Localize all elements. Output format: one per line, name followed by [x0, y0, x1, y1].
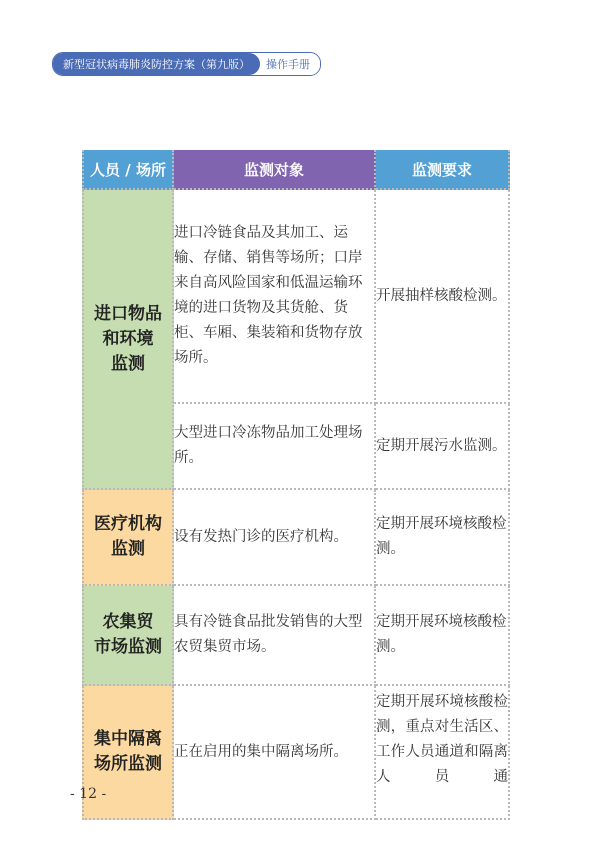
requirement-cell [376, 686, 510, 820]
header-title: 新型冠状病毒肺炎防控方案（第九版） [53, 53, 260, 75]
requirement-text: 定期开展环境核酸检测，重点对生活区、工作人员通道和隔离人员通 [376, 693, 508, 785]
table-row [82, 686, 510, 820]
page-number: - 12 - [70, 786, 107, 802]
object-cell: 正在启用的集中隔离场所。 [174, 686, 376, 820]
category-medical-institutions [82, 490, 174, 586]
table-row [82, 190, 510, 404]
category-label: 进口物品 和环境 监测 [94, 303, 162, 374]
table-row [82, 490, 510, 586]
category-label: 医疗机构 监测 [94, 514, 162, 559]
table-header-row [82, 150, 510, 190]
document-header [52, 52, 321, 76]
header-personnel-place: 人员 / 场所 [82, 150, 174, 190]
header-monitoring-requirement: 监测要求 [376, 150, 510, 190]
object-cell: 进口冷链食品及其加工、运输、存储、销售等场所；口岸来自高风险国家和低温运输环境的进口货物及其货舱、货柜、车厢、集装箱和货物存放场所。 [174, 190, 376, 404]
object-cell: 大型进口冷冻物品加工处理场所。 [174, 404, 376, 490]
requirement-cell: 定期开展环境核酸检测。 [376, 490, 510, 586]
category-label: 农集贸 市场监测 [94, 612, 162, 657]
object-cell: 设有发热门诊的医疗机构。 [174, 490, 376, 586]
header-tag: 操作手册 [260, 53, 320, 75]
object-cell: 具有冷链食品批发销售的大型农贸集贸市场。 [174, 586, 376, 686]
category-label: 集中隔离 场所监测 [94, 729, 162, 774]
category-imported-goods [82, 190, 174, 490]
header-monitoring-object: 监测对象 [174, 150, 376, 190]
requirement-cell: 定期开展环境核酸检测。 [376, 586, 510, 686]
requirement-cell: 定期开展污水监测。 [376, 404, 510, 490]
table-row [82, 586, 510, 686]
requirement-cell: 开展抽样核酸检测。 [376, 190, 510, 404]
monitoring-table [82, 150, 510, 820]
category-farmers-market [82, 586, 174, 686]
